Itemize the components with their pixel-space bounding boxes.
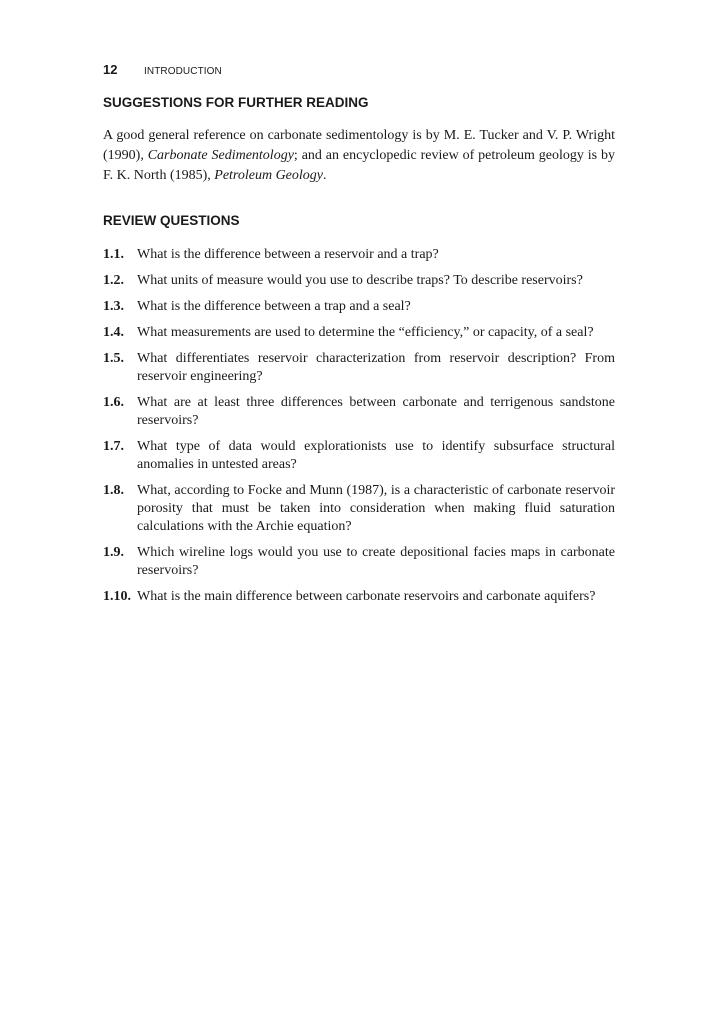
question-text: What is the main difference between carbonate reservoirs and carbonate aquifers? — [137, 589, 596, 604]
review-questions-list — [103, 246, 615, 614]
further-reading-heading: SUGGESTIONS FOR FURTHER READING — [103, 95, 369, 110]
book-title: Carbonate Sedimentology — [147, 148, 294, 163]
question-text: What type of data would explorationists use to identify subsurface structural anomalies in untested areas? — [137, 439, 615, 472]
running-title: INTRODUCTION — [144, 66, 222, 77]
book-title: Petroleum Geology — [214, 168, 323, 183]
question-number: 1.5. — [103, 351, 124, 366]
review-questions-heading: REVIEW QUESTIONS — [103, 213, 240, 228]
question-text: What are at least three differences between carbonate and terrigenous sandstone reservoirs? — [137, 395, 615, 428]
question-number: 1.9. — [103, 545, 124, 560]
question-text: Which wireline logs would you use to create depositional facies maps in carbonate reservoirs? — [137, 545, 615, 578]
review-question — [103, 438, 615, 474]
question-number: 1.10. — [103, 589, 131, 604]
question-number: 1.3. — [103, 299, 124, 314]
running-header — [103, 62, 222, 77]
question-text: What differentiates reservoir characterization from reservoir description? From reservoir engineering? — [137, 351, 615, 384]
question-number: 1.8. — [103, 483, 124, 498]
review-question — [103, 394, 615, 430]
review-question — [103, 272, 615, 290]
question-text: What measurements are used to determine the “efficiency,” or capacity, of a seal? — [137, 325, 594, 340]
reading-text-part: ; and an encyclopedic review of petroleum geology is by F. K. North (1985), — [103, 148, 616, 183]
question-number: 1.6. — [103, 395, 124, 410]
question-number: 1.1. — [103, 247, 124, 262]
review-question — [103, 350, 615, 386]
review-question — [103, 588, 615, 606]
question-number: 1.4. — [103, 325, 124, 340]
review-question — [103, 324, 615, 342]
question-text: What units of measure would you use to describe traps? To describe reservoirs? — [137, 273, 583, 288]
review-question — [103, 298, 615, 316]
question-number: 1.7. — [103, 439, 124, 454]
reading-text-part: A good general reference on carbonate sedimentology is by M. E. Tucker and V. P. Wright (1990), — [103, 128, 615, 163]
review-question — [103, 482, 615, 536]
page-number: 12 — [103, 62, 118, 77]
review-question — [103, 246, 615, 264]
question-text: What is the difference between a trap and a seal? — [137, 299, 411, 314]
reading-text-part: . — [323, 168, 327, 183]
further-reading-paragraph — [103, 126, 615, 186]
question-text: What is the difference between a reservoir and a trap? — [137, 247, 439, 262]
question-number: 1.2. — [103, 273, 124, 288]
review-question — [103, 544, 615, 580]
question-text: What, according to Focke and Munn (1987), is a characteristic of carbonate reservoir porosity that must be taken into consideration when making fluid saturation calculations with the Archie equation? — [137, 483, 615, 534]
